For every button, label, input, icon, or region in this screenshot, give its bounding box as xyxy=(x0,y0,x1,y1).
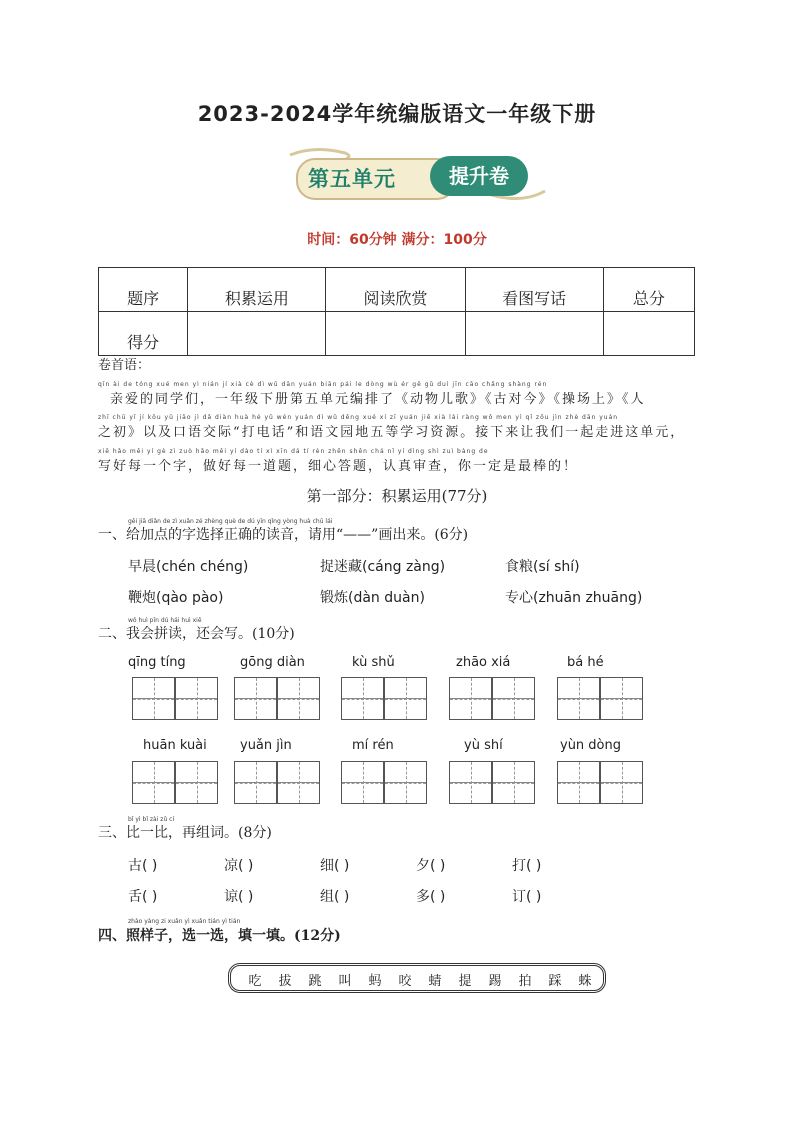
score-table-header-row xyxy=(99,268,695,312)
writing-grid[interactable] xyxy=(175,761,218,804)
writing-grid[interactable] xyxy=(492,677,535,720)
q3-item[interactable]: 细( ) xyxy=(320,858,350,874)
word-bank-item: 蜻 xyxy=(428,974,442,989)
score-cell[interactable] xyxy=(188,312,326,356)
question-pinyin: wǒ huì pīn dú hái huì xiě xyxy=(128,617,202,624)
q1-item[interactable]: 鞭炮(qào pào) xyxy=(128,590,224,606)
preface-line: 写好每一个字，做好每一道题，细心答题，认真审查，你一定是最棒的！ xyxy=(98,459,579,474)
q1-item[interactable]: 捉迷藏(cáng zàng) xyxy=(320,559,446,575)
q2-pinyin: mí rén xyxy=(352,738,394,753)
word-bank-item: 拔 xyxy=(278,974,292,989)
q2-pinyin: yùn dòng xyxy=(560,738,622,753)
writing-grid[interactable] xyxy=(557,761,600,804)
score-header: 题序 xyxy=(99,268,188,312)
score-cell[interactable] xyxy=(326,312,465,356)
writing-grid[interactable] xyxy=(234,761,277,804)
question-3: 三、比一比，再组词。(8分) xyxy=(98,825,272,841)
part-title: 第一部分：积累运用(77分) xyxy=(306,487,488,505)
preface-pinyin: xiě hǎo měi yí gè zì zuò hǎo měi yí dào tí xì xīn dá tí rèn zhēn shěn chá nǐ yí dìng shì zuì bàng de xyxy=(98,448,489,455)
banner-tag: 提升卷 xyxy=(430,156,528,196)
preface-pinyin: qīn ài de tóng xué men yì nián jí xià cè dì wǔ dān yuán biān pái le dòng wù ér gē gǔ duì jīn cāo chǎng shàng rén xyxy=(98,381,548,388)
word-bank-item: 踢 xyxy=(488,974,502,989)
writing-grid[interactable] xyxy=(277,677,320,720)
q3-item[interactable]: 凉( ) xyxy=(224,858,254,874)
q3-item[interactable]: 谅( ) xyxy=(224,889,254,905)
preface-pinyin: zhī chū yǐ jí kǒu yǔ jiāo jì dǎ diàn huà hé yǔ wén yuán dì wǔ děng xué xí zī yuán jiē xià lái ràng wǒ men yì qǐ zǒu jìn zhè dān yuán xyxy=(98,414,619,421)
q2-pinyin: huān kuài xyxy=(143,738,207,753)
q2-pinyin: yuǎn jìn xyxy=(240,738,292,753)
question-4: 四、照样子，选一选，填一填。(12分) xyxy=(98,928,341,944)
banner-unit: 第五单元 xyxy=(308,167,396,191)
writing-grid[interactable] xyxy=(384,761,427,804)
score-cell[interactable] xyxy=(465,312,603,356)
score-cell[interactable] xyxy=(603,312,694,356)
q3-item[interactable]: 夕( ) xyxy=(416,858,446,874)
q3-item[interactable]: 舌( ) xyxy=(128,889,158,905)
q2-pinyin: zhāo xiá xyxy=(456,655,511,670)
question-2: 二、我会拼读，还会写。(10分) xyxy=(98,626,295,642)
q1-item[interactable]: 早晨(chén chéng) xyxy=(128,559,249,575)
writing-grid[interactable] xyxy=(234,677,277,720)
score-table-row xyxy=(99,312,695,356)
q2-pinyin: qīng tíng xyxy=(128,655,186,670)
preface-line: 之初》以及口语交际“打电话”和语文园地五等学习资源。接下来让我们一起走进这单元， xyxy=(98,425,686,440)
q3-item[interactable]: 打( ) xyxy=(512,858,542,874)
writing-grid[interactable] xyxy=(132,677,175,720)
writing-grid[interactable] xyxy=(557,677,600,720)
word-bank-item: 咬 xyxy=(398,974,412,989)
question-pinyin: bǐ yì bǐ zài zǔ cí xyxy=(128,816,175,823)
score-header: 看图写话 xyxy=(465,268,603,312)
word-bank-item: 提 xyxy=(458,974,472,989)
writing-grid[interactable] xyxy=(132,761,175,804)
writing-grid[interactable] xyxy=(600,761,643,804)
score-header: 积累运用 xyxy=(188,268,326,312)
writing-grid[interactable] xyxy=(492,761,535,804)
writing-grid[interactable] xyxy=(341,761,384,804)
q2-pinyin: kù shǔ xyxy=(352,655,395,670)
q1-item[interactable]: 专心(zhuān zhuāng) xyxy=(505,590,643,606)
q1-item[interactable]: 锻炼(dàn duàn) xyxy=(320,590,425,606)
writing-grid[interactable] xyxy=(449,677,492,720)
q3-item[interactable]: 订( ) xyxy=(512,889,542,905)
writing-grid[interactable] xyxy=(277,761,320,804)
page-title: 2023-2024学年统编版语文一年级下册 xyxy=(197,102,597,126)
score-table xyxy=(98,267,695,356)
question-pinyin: zhào yàng zi xuǎn yì xuǎn tián yì tián xyxy=(128,918,241,925)
writing-grid[interactable] xyxy=(175,677,218,720)
word-bank-item: 跳 xyxy=(308,974,322,989)
word-bank-item: 蛛 xyxy=(578,974,592,989)
writing-grid[interactable] xyxy=(449,761,492,804)
word-bank-item: 蚂 xyxy=(368,974,382,989)
word-bank xyxy=(240,970,600,989)
word-bank-item: 踩 xyxy=(548,974,562,989)
preface-label: 卷首语： xyxy=(98,358,151,373)
q2-pinyin: yù shí xyxy=(464,738,503,753)
q2-pinyin: gōng diàn xyxy=(240,655,305,670)
word-bank-item: 吃 xyxy=(248,974,262,989)
word-bank-item: 拍 xyxy=(518,974,532,989)
q2-pinyin: bá hé xyxy=(567,655,604,670)
score-header: 阅读欣赏 xyxy=(326,268,465,312)
score-header: 总分 xyxy=(603,268,694,312)
q3-item[interactable]: 古( ) xyxy=(128,858,158,874)
q1-item[interactable]: 食粮(sí shí) xyxy=(505,559,580,575)
question-pinyin: gěi jiā diǎn de zì xuǎn zé zhèng què de dú yīn qǐng yòng huà chū lái xyxy=(128,518,333,525)
word-bank-item: 叫 xyxy=(338,974,352,989)
writing-grid[interactable] xyxy=(384,677,427,720)
exam-meta: 时间：60分钟 满分：100分 xyxy=(307,232,487,248)
score-row-label: 得分 xyxy=(99,312,188,356)
preface-line: 亲爱的同学们，一年级下册第五单元编排了《动物儿歌》《古对今》《操场上》《人 xyxy=(110,392,646,407)
q3-item[interactable]: 多( ) xyxy=(416,889,446,905)
writing-grid[interactable] xyxy=(341,677,384,720)
writing-grid[interactable] xyxy=(600,677,643,720)
q3-item[interactable]: 组( ) xyxy=(320,889,350,905)
question-1: 一、给加点的字选择正确的读音，请用“——”画出来。(6分) xyxy=(98,527,469,543)
